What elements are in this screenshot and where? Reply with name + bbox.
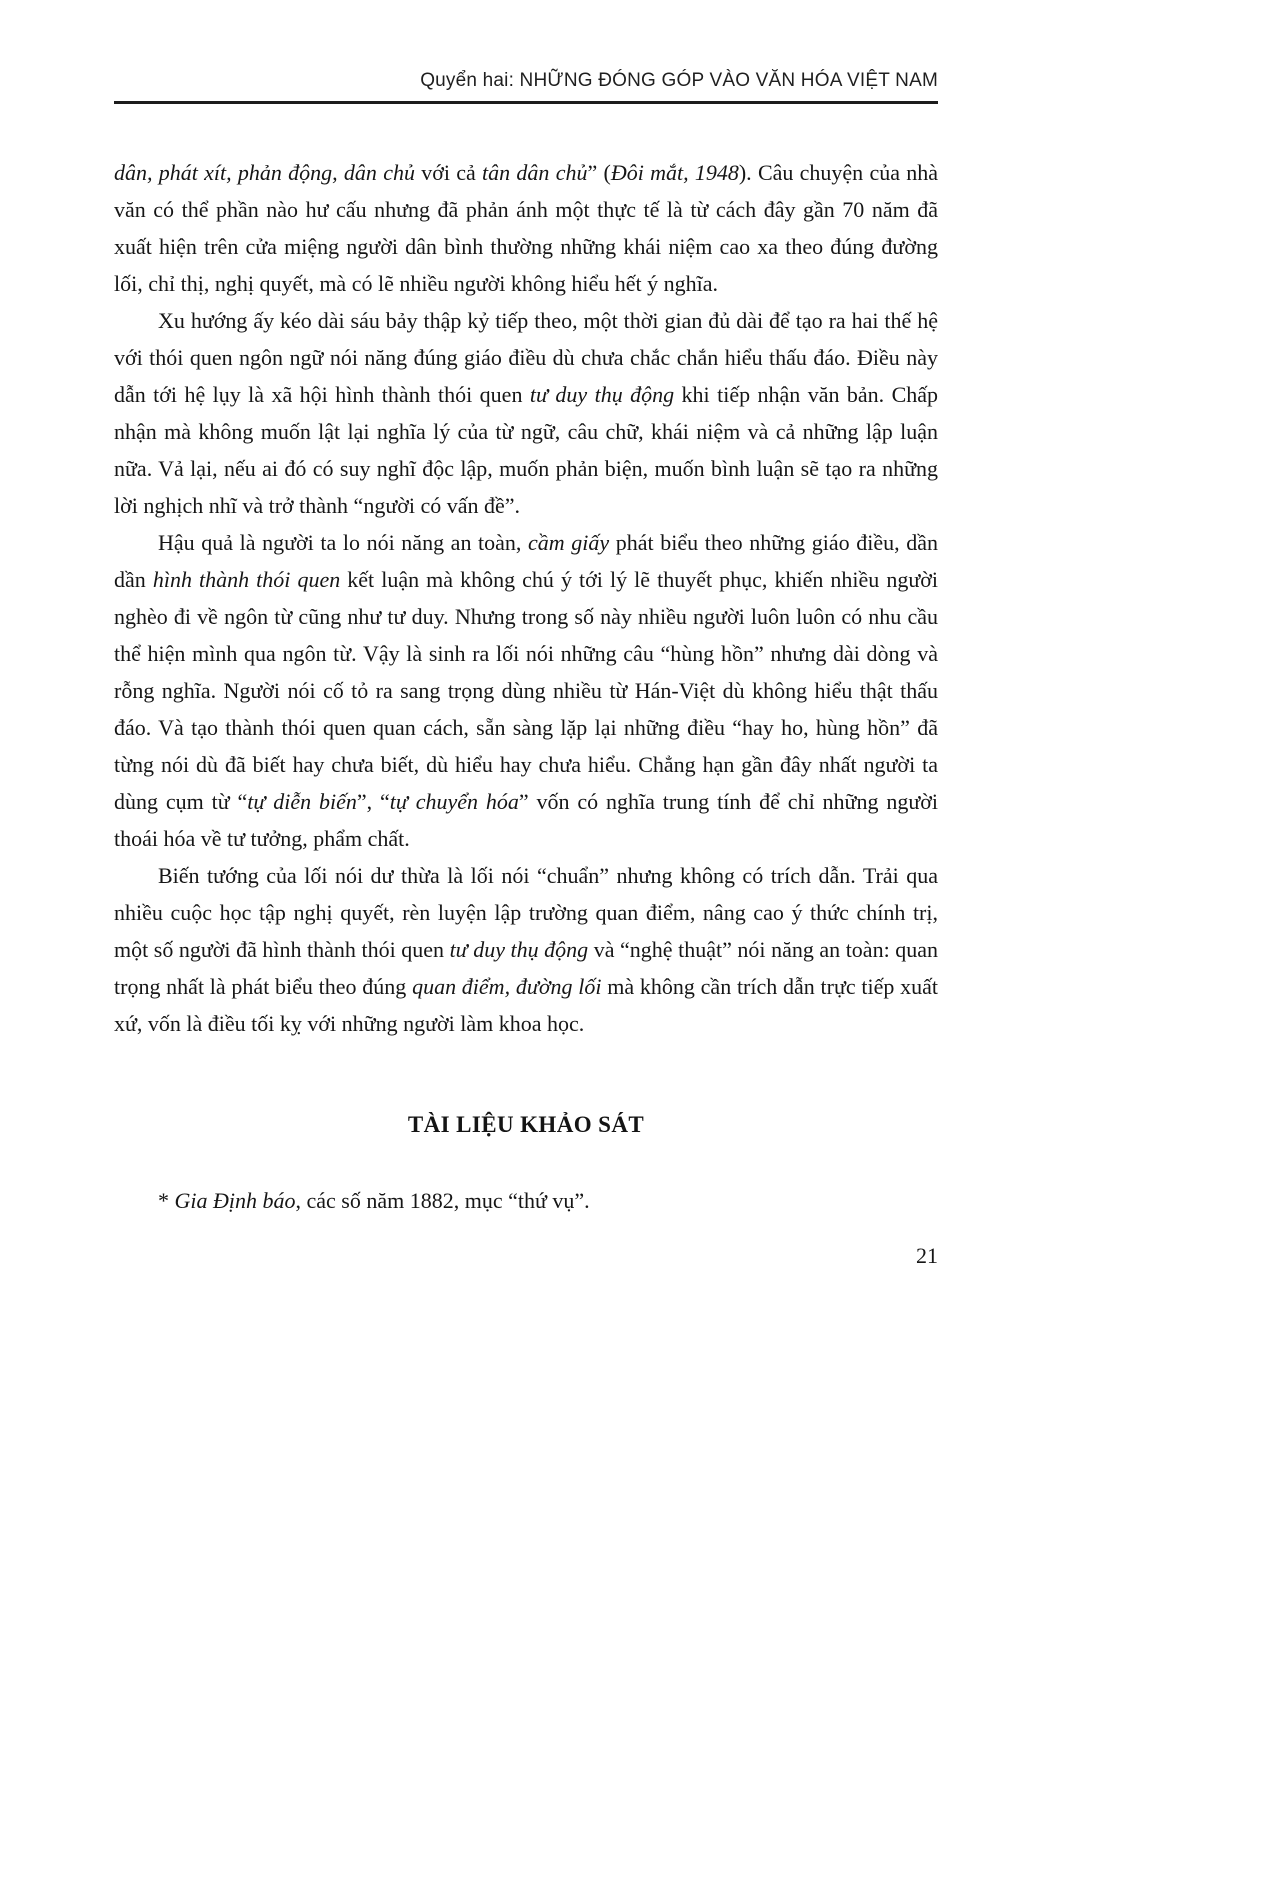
italic-run: tân dân chủ [482,160,588,185]
running-header [114,0,938,92]
text-run: mà không cần trích dẫn trực tiếp xuất xứ, vốn là điều tối kỵ với những người làm khoa học. [114,974,939,1036]
italic-run: tự diễn biến [247,789,357,814]
italic-run: dân, phát xít, phản động, dân chủ [114,160,415,185]
text-run: khi tiếp nhận văn bản. Chấp nhận mà không muốn lật lại nghĩa lý của từ ngữ, câu chữ, khái niệm và cả những lập luận nữa. Vả lại, nếu ai đó có suy nghĩ độc lập, muốn phản biện, muốn bình luận sẽ tạo ra những lời nghịch nhĩ và trở thành “người có vấn đề”. [114,382,939,518]
paragraph [114,154,938,302]
italic-run: tự chuyển hóa [389,789,519,814]
text-run: ” ( [587,160,611,185]
text-run: ” vốn có nghĩa trung tính để chỉ những người thoái hóa về tư tưởng, phẩm chất. [114,789,939,851]
text-run: Xu hướng ấy kéo dài sáu bảy thập kỷ tiếp theo, một thời gian đủ dài để tạo ra hai thế hệ với thói quen ngôn ngữ nói năng đúng giáo điều dù chưa chắc chắn hiểu thấu đáo. Điều này dẫn tới hệ lụy là xã hội hình thành thói quen [114,308,938,407]
text-run: Hậu quả là người ta lo nói năng an toàn, [158,530,529,555]
text-run: * [158,1188,175,1213]
section-heading: TÀI LIỆU KHẢO SÁT [407,1112,645,1137]
reference-item [114,1182,938,1219]
italic-run: tư duy thụ động [449,937,589,962]
text-run: , các số năm 1882, mục “thứ vụ”. [295,1188,590,1213]
italic-run: hình thành thói quen [152,567,341,592]
text-run: ”, “ [356,789,390,814]
paragraph [114,857,938,1042]
page-number: 21 [916,1243,938,1268]
text-run: và “nghệ thuật” nói năng an toàn: quan trọng nhất là phát biểu theo đúng [114,937,938,999]
italic-run: cầm giấy [528,530,610,555]
italic-run: quan điểm, đường lối [412,974,602,999]
text-run: Biến tướng của lối nói dư thừa là lối nói “chuẩn” nhưng không có trích dẫn. Trải qua nhiều cuộc học tập nghị quyết, rèn luyện lập trường quan điểm, nâng cao ý thức chính trị, một số người đã hình thành thói quen [114,863,938,962]
italic-run: tư duy thụ động [529,382,675,407]
italic-run: Gia Định báo [174,1188,296,1213]
text-run: ). Câu chuyện của nhà văn có thể phần nào hư cấu nhưng đã phản ánh một thực tế là từ cách đây gần 70 năm đã xuất hiện trên cửa miệng người dân bình thường những khái niệm cao xa theo đúng đường lối, chỉ thị, nghị quyết, mà có lẽ nhiều người không hiểu hết ý nghĩa. [114,160,939,296]
italic-run: Đôi mắt, 1948 [610,160,739,185]
text-run: phát biểu theo những giáo điều, dần dần [114,530,938,592]
text-run: kết luận mà không chú ý tới lý lẽ thuyết phục, khiến nhiều người nghèo đi về ngôn từ cũng như tư duy. Nhưng trong số này nhiều người luôn luôn có nhu cầu thể hiện mình qua ngôn từ. Vậy là sinh ra lối nói những câu “hùng hồn” nhưng dài dòng và rỗng nghĩa. Người nói cố tỏ ra sang trọng dùng nhiều từ Hán-Việt dù không hiểu thật thấu đáo. Và tạo thành thói quen quan cách, sẵn sàng lặp lại những điều “hay ho, hùng hồn” đã từng nói dù đã biết hay chưa biết, dù hiểu hay chưa hiểu. Chẳng hạn gần đây nhất người ta dùng cụm từ “ [114,567,939,814]
header-rule [114,101,938,104]
paragraph [114,302,938,524]
page-content [114,0,938,1269]
running-header-title: Quyển hai: NHỮNG ĐÓNG GÓP VÀO VĂN HÓA VIỆT NAM [420,70,938,91]
paragraph [114,524,938,857]
text-run: với cả [414,160,483,185]
body-text [114,154,938,1042]
